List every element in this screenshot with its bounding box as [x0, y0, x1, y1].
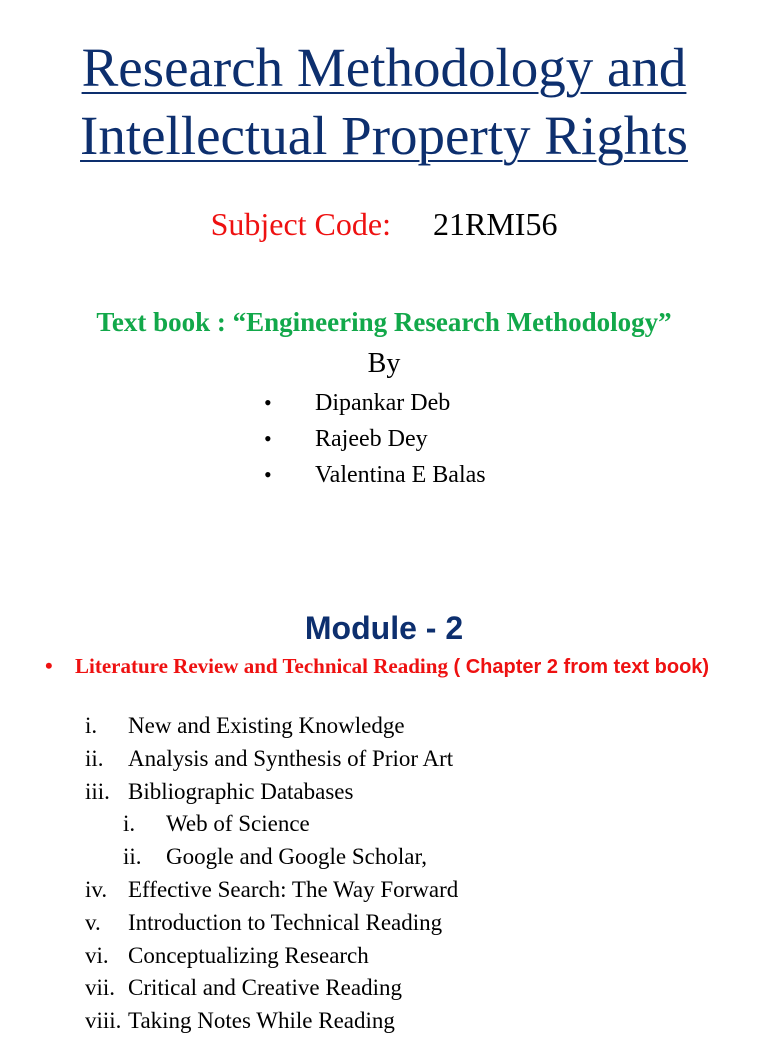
author-name: Valentina E Balas	[315, 462, 486, 488]
topic-number: iv.	[85, 876, 108, 902]
topic-number: vi.	[85, 942, 109, 968]
module-heading	[45, 652, 725, 681]
topic-number: ii.	[123, 844, 142, 870]
topic-number: vii.	[85, 975, 116, 1001]
topic-text: Critical and Creative Reading	[128, 975, 402, 1001]
topic-text: Introduction to Technical Reading	[128, 909, 443, 935]
bullet-icon: •	[45, 653, 53, 678]
subject-code-value: 21RMI56	[432, 206, 558, 242]
author-name: Dipankar Deb	[315, 390, 451, 416]
topic-number: i.	[123, 811, 136, 837]
document-title	[0, 34, 768, 170]
topic-number: viii.	[85, 1008, 122, 1034]
topic-number: iii.	[85, 778, 110, 804]
module-heading-main: Literature Review and Technical Reading	[75, 654, 448, 678]
module-heading-paren: ( Chapter 2 from text book)	[447, 656, 710, 678]
bullet-icon: •	[264, 390, 272, 415]
module-heading-text	[75, 652, 725, 681]
module-title: Module - 2	[304, 610, 464, 646]
topic-number: ii.	[85, 745, 104, 771]
topic-text: New and Existing Knowledge	[128, 713, 405, 738]
bullet-icon: •	[264, 426, 272, 451]
title-line-1: Research Methodology and	[81, 37, 687, 98]
topic-text: Effective Search: The Way Forward	[128, 876, 459, 902]
subject-code-label: Subject Code:	[210, 206, 391, 242]
author-name: Rajeeb Dey	[315, 426, 428, 452]
topic-text: Google and Google Scholar,	[166, 844, 427, 870]
topic-text: Bibliographic Databases	[128, 778, 354, 804]
topic-text: Analysis and Synthesis of Prior Art	[128, 745, 454, 771]
author-item	[264, 386, 486, 422]
by-label: By	[367, 348, 401, 379]
topic-number: v.	[85, 909, 101, 935]
bullet-icon: •	[264, 462, 272, 487]
topic-text: Web of Science	[166, 811, 310, 837]
title-line-2: Intellectual Property Rights	[80, 105, 688, 166]
subject-code-line	[0, 204, 768, 244]
topic-text: Taking Notes While Reading	[128, 1008, 395, 1034]
topic-number: i.	[85, 713, 98, 738]
authors-list	[264, 386, 486, 494]
author-item	[264, 422, 486, 458]
author-item	[264, 458, 486, 494]
topic-text: Conceptualizing Research	[128, 942, 369, 968]
textbook-heading: Text book : “Engineering Research Methodology”	[96, 307, 672, 337]
